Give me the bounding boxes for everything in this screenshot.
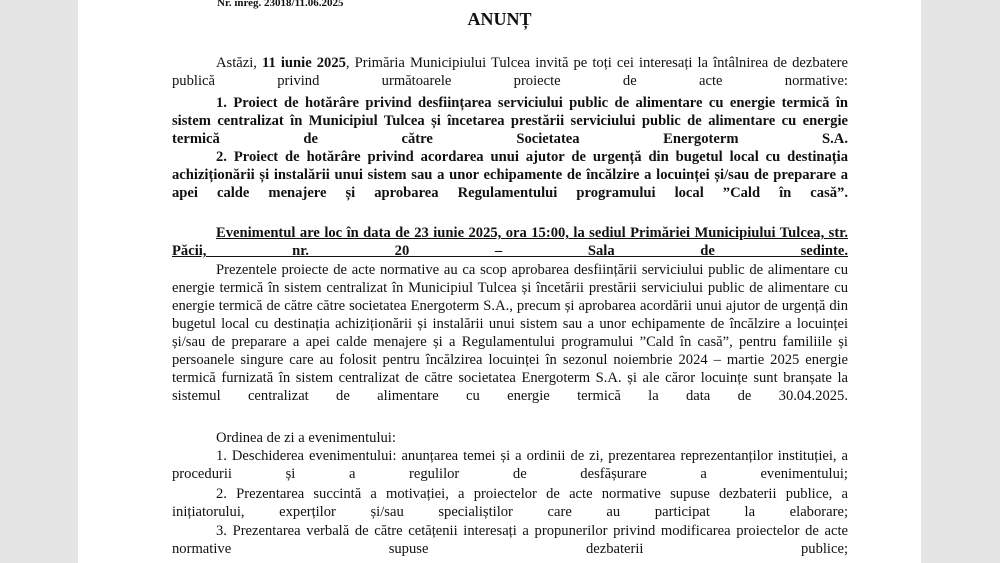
- document-title: ANUNȚ: [467, 9, 532, 29]
- intro-before: Astăzi,: [216, 55, 262, 71]
- document-page: [78, 0, 921, 563]
- agenda-item-2: 2. Prezentarea succintă a motivației, a proiectelor de acte normative supuse dezbaterii publice, a inițiatorului, experților și/sau specialiștilor care au participat la elaborare;: [172, 486, 848, 520]
- purpose-paragraph: Prezentele proiecte de acte normative au ca scop aprobarea desființării serviciului public de alimentare cu energie termică în sistem centralizat în Municipiul Tulcea și încetării prestării serviciului public de alimentare cu energie termică de către către societatea Energoterm S.A., precum și aprobarea acordării unui ajutor de urgență din bugetul local cu destinația achiziționării și instalării unui sistem sau a unor echipamente de încălzire a locuinței și/sau de preparare a apei calde menajere și a Regulamentului programului ”Cald în casă”, pentru familiile și persoanele singure care au folosit pentru încălzirea locuinței în sezonul noiembrie 2024 – martie 2025 energie termică furnizată în sistem centralizat de către societatea Energoterm S.A. și ale căror locuințe sunt branșate la sistemul centralizat de alimentare cu energie termică la data de 30.04.2025.: [172, 262, 848, 404]
- project-item-1: 1. Proiect de hotărâre privind desființarea serviciului public de alimentare cu energie termică în sistem centralizat în Municipiul Tulcea și încetarea prestării serviciului public de alimentare cu energie termică de către Societatea Energoterm S.A.: [172, 95, 848, 147]
- intro-after: , Primăria Municipiului Tulcea invită pe toți cei interesați la întâlnirea de dezbatere publică privind următoarele proiecte de acte normative:: [172, 55, 848, 89]
- registration-number: Nr. înreg. 23018/11.06.2025: [217, 0, 344, 9]
- agenda-item-3: 3. Prezentarea verbală de către cetățenii interesați a propunerilor privind modificarea proiectelor de acte normative supuse dezbaterii publice;: [172, 523, 848, 557]
- agenda-heading: Ordinea de zi a evenimentului:: [216, 430, 396, 446]
- intro-paragraph: [172, 54, 848, 90]
- agenda-item-1: 1. Deschiderea evenimentului: anunțarea temei și a ordinii de zi, prezentarea reprezentanților instituției, a procedurii și a regulilor de desfășurare a evenimentului;: [172, 448, 848, 482]
- project-item-2: 2. Proiect de hotărâre privind acordarea unui ajutor de urgență din bugetul local cu destinația achiziționării și instalării unui sistem sau a unor echipamente de încălzire a locuinței și/sau de preparare a apei calde menajere și aprobarea Regulamentului programului local ”Cald în casă”.: [172, 149, 848, 201]
- intro-date: 11 iunie 2025: [262, 55, 346, 71]
- event-details: Evenimentul are loc în data de 23 iunie 2025, ora 15:00, la sediul Primăriei Municipiului Tulcea, str. Păcii, nr. 20 – Sala de sedinte.: [172, 225, 848, 259]
